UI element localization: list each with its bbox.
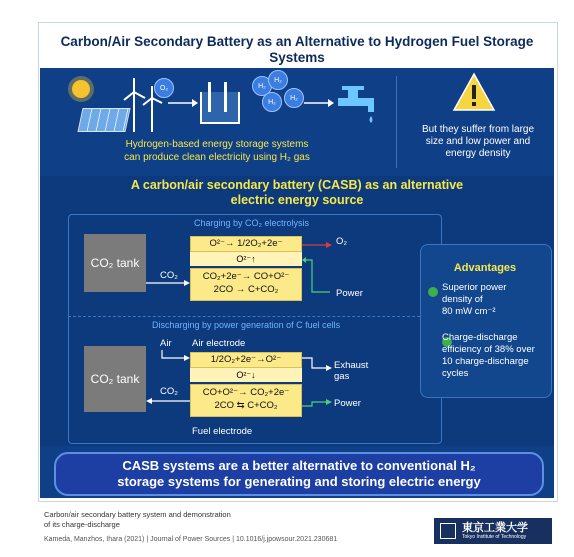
discharging-power-label: Power xyxy=(334,398,361,409)
hydrogen-line-1: Hydrogen-based energy storage systems xyxy=(125,139,309,150)
discharging-co2-tank: CO₂ tank xyxy=(84,346,146,412)
suffer-text xyxy=(402,124,554,160)
charging-co2-label: CO₂ xyxy=(160,270,178,281)
exhaust-line-1: Exhaust xyxy=(334,360,369,371)
charging-power-arrow xyxy=(302,256,332,296)
advantage-2-line-2: efficiency of 38% over xyxy=(442,344,535,355)
charging-o2-label: O₂ xyxy=(336,236,348,247)
advantage-item-2 xyxy=(442,332,548,380)
diagram-divider xyxy=(68,316,440,317)
footer-line-1: Carbon/air secondary battery system and demonstration xyxy=(44,510,231,519)
electrode-right xyxy=(224,82,227,112)
logo-sub: Tokyo Institute of Technology xyxy=(462,533,527,540)
charging-co2-arrow xyxy=(146,278,190,288)
advantage-item-1 xyxy=(442,282,546,318)
fuel-electrode-label: Fuel electrode xyxy=(192,426,253,437)
bottom-line-2: storage systems for generating and storing electric energy xyxy=(117,474,481,489)
footer-line-2: of its charge-discharge xyxy=(44,520,120,529)
hydrogen-line-2: can produce clean electricity using H₂ gas xyxy=(124,152,310,163)
advantage-1-line-2: density of xyxy=(442,294,483,305)
charging-o2-arrow xyxy=(302,240,332,250)
main-panel xyxy=(40,176,554,446)
advantage-1-line-1: Superior power xyxy=(442,282,507,293)
flow-arrows-icon xyxy=(168,98,198,108)
discharging-co2-arrow xyxy=(146,396,190,406)
top-divider xyxy=(396,76,397,168)
electrolyzer-icon xyxy=(200,92,240,124)
bubble-h2-1: H₂ xyxy=(252,76,272,96)
advantage-2-line-3: 10 charge-discharge xyxy=(442,356,529,367)
suffer-line-2: size and low power and xyxy=(425,136,531,147)
discharging-eq-bottom xyxy=(190,384,302,417)
air-electrode-label: Air electrode xyxy=(192,338,246,349)
charging-eq-top: O²⁻→ 1/2O₂+2e⁻ xyxy=(190,236,302,252)
discharging-eq4: 2CO ⇆ C+CO₂ xyxy=(214,400,278,411)
infographic-title: Carbon/Air Secondary Battery as an Alternative to Hydrogen Fuel Storage Systems xyxy=(60,34,534,65)
discharging-eq-top: 1/2O₂+2e⁻→O²⁻ xyxy=(190,352,302,368)
casb-heading-line-1: A carbon/air secondary battery (CASB) as an alternative xyxy=(130,178,464,192)
discharging-air-label: Air xyxy=(160,338,172,349)
flow-arrow-2-icon xyxy=(304,98,334,108)
university-logo xyxy=(434,518,552,544)
suffer-line-3: energy density xyxy=(445,148,511,159)
exhaust-label xyxy=(334,360,368,382)
bubble-h2-3: H₂ xyxy=(262,92,282,112)
electrode-left xyxy=(208,82,211,112)
discharging-label: Discharging by power generation of C fuel cells xyxy=(152,320,341,330)
bottom-line-1: CASB systems are a better alternative to conventional H₂ xyxy=(122,458,476,473)
casb-heading xyxy=(40,178,554,208)
advantages-heading: Advantages xyxy=(453,262,517,274)
charging-eq3: CO₂+2e⁻→ CO+O²⁻ xyxy=(202,271,290,282)
suffer-line-1: But they suffer from large xyxy=(421,124,535,135)
charging-label: Charging by CO₂ electrolysis xyxy=(194,218,310,228)
advantage-2-line-4: cycles xyxy=(442,368,469,379)
footer-caption xyxy=(44,510,344,530)
logo-mark-icon xyxy=(440,523,456,539)
check-icon-1 xyxy=(428,287,438,297)
sun-icon xyxy=(72,80,90,98)
discharging-power-arrow xyxy=(302,372,332,412)
discharging-electrolyte: O²⁻↓ xyxy=(190,368,302,382)
charging-eq4: 2CO → C+CO₂ xyxy=(213,284,279,295)
charging-co2-tank: CO₂ tank xyxy=(84,234,146,292)
bubble-o2: O₂ xyxy=(154,78,174,98)
charging-eq-bottom xyxy=(190,268,302,301)
discharging-air-arrow xyxy=(160,350,190,364)
bubble-h2-4: H₂ xyxy=(284,88,304,108)
charging-electrolyte: O²⁻↑ xyxy=(190,252,302,266)
bubble-h2-2: H₂ xyxy=(268,70,288,90)
footer-reference: Kameda, Manzhos, Ihara (2021) | Journal of Power Sources | 10.1016/j.jpowsour.2021.230681 xyxy=(44,536,338,543)
warning-icon xyxy=(452,72,496,112)
discharging-eq3: CO+O²⁻→ CO₂+2e⁻ xyxy=(202,387,290,398)
casb-heading-line-2: electric energy source xyxy=(230,193,364,207)
bottom-banner xyxy=(54,452,544,496)
charging-power-label: Power xyxy=(336,288,363,299)
advantage-2-line-1: Charge-discharge xyxy=(442,332,518,343)
top-panel xyxy=(40,68,554,176)
logo-name: 東京工業大学 xyxy=(462,521,528,534)
discharging-co2-label: CO₂ xyxy=(160,386,178,397)
hydrogen-text xyxy=(40,138,394,164)
exhaust-line-2: gas xyxy=(334,371,350,382)
water-tap-icon xyxy=(336,82,382,128)
advantage-1-line-3: 80 mW cm⁻² xyxy=(442,306,496,317)
